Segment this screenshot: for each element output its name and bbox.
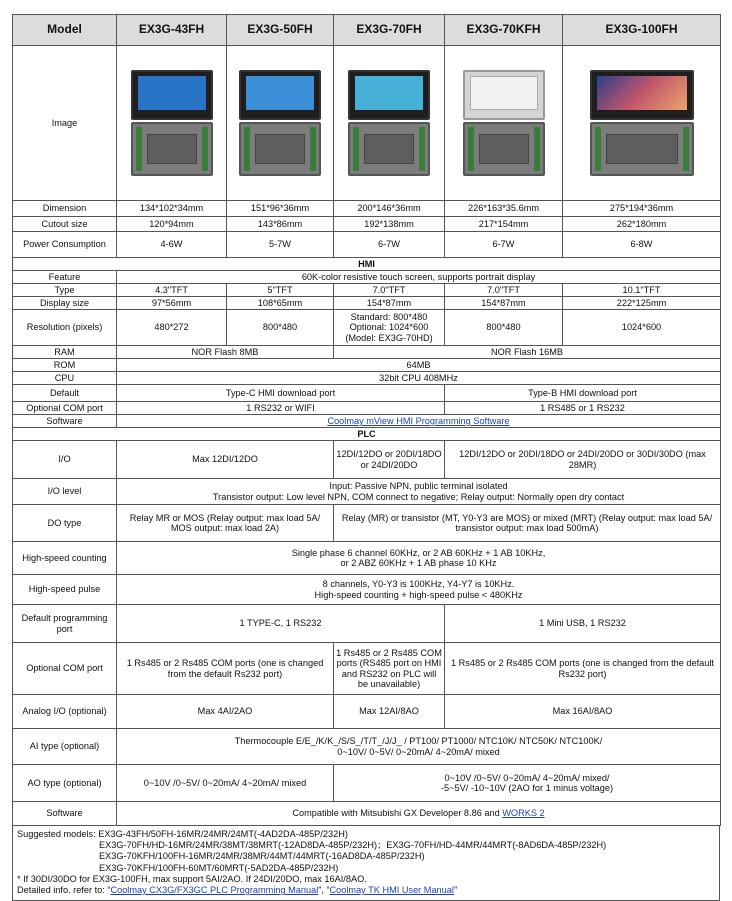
software-label: Software — [13, 802, 117, 826]
type-value: 7.0"TFT — [334, 284, 445, 297]
feature-label: Feature — [13, 271, 117, 284]
hmi-front-photo — [131, 70, 213, 120]
header-row — [13, 15, 721, 46]
hmi-section-row — [13, 258, 721, 271]
footnote-line: * If 30DI/30DO for EX3G-100FH, max support 5AI/2AO. If 24DI/20DO, max 16AI/8AO. — [17, 873, 367, 884]
ram-row — [13, 346, 721, 359]
optional-com-value-right: 1 RS485 or 1 RS232 — [445, 402, 721, 415]
power-value: 4-6W — [117, 232, 227, 258]
hmi-manual-link[interactable]: Coolmay TK HMI User Manual — [329, 885, 454, 896]
model-col-5: EX3G-100FH — [563, 15, 721, 46]
power-value: 6-7W — [334, 232, 445, 258]
dimension-value: 134*102*34mm — [117, 201, 227, 217]
display-size-value: 97*56mm — [117, 297, 227, 310]
dimension-value: 226*163*35.6mm — [445, 201, 563, 217]
hmi-front-photo — [348, 70, 430, 120]
product-image-5 — [563, 46, 721, 201]
dimension-label: Dimension — [13, 201, 117, 217]
cutout-value: 120*94mm — [117, 217, 227, 232]
software-label: Software — [13, 415, 117, 428]
type-row — [13, 284, 721, 297]
default-port-label: Default programming port — [13, 605, 117, 643]
cutout-value: 262*180mm — [563, 217, 721, 232]
resolution-value: 800*480 — [227, 310, 334, 346]
optional-com-value-left: 1 RS232 or WIFI — [117, 402, 445, 415]
product-image-3 — [334, 46, 445, 201]
optional-com-plc-row — [13, 643, 721, 695]
ao-type-label: AO type (optional) — [13, 765, 117, 802]
display-size-value: 154*87mm — [445, 297, 563, 310]
rom-row — [13, 359, 721, 372]
dimension-row — [13, 201, 721, 217]
optional-com-plc-value-left: 1 Rs485 or 2 Rs485 COM ports (one is changed from the default Rs232 port) — [117, 643, 334, 695]
software-hmi-row — [13, 415, 721, 428]
io-row — [13, 441, 721, 479]
hs-counting-label: High-speed counting — [13, 542, 117, 575]
dimension-value: 200*146*36mm — [334, 201, 445, 217]
hmi-front-photo — [463, 70, 545, 120]
ao-type-line-1: 0~10V /0~5V/ 0~20mA/ 4~20mA/ mixed/ — [444, 772, 610, 783]
image-row — [13, 46, 721, 201]
hs-counting-line-2: or 2 ABZ 60KHz + 1 AB phase 10 KHz — [340, 558, 497, 568]
rom-label: ROM — [13, 359, 117, 372]
display-size-label: Display size — [13, 297, 117, 310]
dimension-value: 275*194*36mm — [563, 201, 721, 217]
suggested-models-line: Suggested models: EX3G-43FH/50FH-16MR/24MR/24MT(-4AD2DA-485P/232H) — [17, 829, 348, 839]
analog-io-value-right: Max 16AI/8AO — [445, 695, 721, 729]
optional-com-hmi-row — [13, 402, 721, 415]
display-size-value: 108*65mm — [227, 297, 334, 310]
spec-sheet — [12, 14, 720, 901]
default-port-row — [13, 605, 721, 643]
hs-pulse-row — [13, 575, 721, 605]
do-type-row — [13, 505, 721, 542]
model-col-3: EX3G-70FH — [334, 15, 445, 46]
hmi-back-photo — [348, 122, 430, 176]
model-col-4: EX3G-70KFH — [445, 15, 563, 46]
ram-value-right: NOR Flash 16MB — [334, 346, 721, 359]
ai-type-row — [13, 729, 721, 765]
product-image-1 — [117, 46, 227, 201]
ao-type-value-left: 0~10V /0~5V/ 0~20mA/ 4~20mA/ mixed — [117, 765, 334, 802]
type-value: 10.1"TFT — [563, 284, 721, 297]
ram-value-left: NOR Flash 8MB — [117, 346, 334, 359]
suggested-models-line: EX3G-70KFH/100FH-60MT/60MRT(-5AD2DA-485P/232H) — [99, 862, 339, 873]
default-value-left: Type-C HMI download port — [117, 385, 445, 402]
display-size-row — [13, 297, 721, 310]
hmi-back-photo — [463, 122, 545, 176]
power-label: Power Consumption — [13, 232, 117, 258]
ai-type-label: AI type (optional) — [13, 729, 117, 765]
ai-type-line-1: Thermocouple E/E_/K/K_/S/S_/T/T_/J/J_ / PT100/ PT1000/ NTC10K/ NTC50K/ NTC100K/ — [234, 736, 603, 747]
manual-prefix: Detailed info. refer to: “ — [17, 885, 111, 896]
manual-separator: ”, “ — [318, 885, 330, 896]
works2-link[interactable]: WORKS 2 — [502, 808, 545, 819]
ao-type-row — [13, 765, 721, 802]
suggested-models-line: EX3G-70KFH/100FH-16MR/24MR/38MR/44MT/44MRT(-16AD8DA-485P/232H) — [99, 851, 425, 862]
product-image-2 — [227, 46, 334, 201]
spec-table — [12, 14, 721, 826]
hmi-back-photo — [131, 122, 213, 176]
io-value-right: 12DI/12DO or 20DI/18DO or 24DI/20DO or 30DI/30DO (max 28MR) — [445, 441, 721, 479]
type-value: 7.0"TFT — [445, 284, 563, 297]
power-value: 6-7W — [445, 232, 563, 258]
type-value: 4.3"TFT — [117, 284, 227, 297]
hmi-section-title: HMI — [13, 258, 721, 271]
power-value: 6-8W — [563, 232, 721, 258]
product-image-4 — [445, 46, 563, 201]
software-plc-text: Compatible with Mitsubishi GX Developer 8.86 and — [292, 808, 503, 819]
hmi-front-photo — [590, 70, 694, 120]
default-value-right: Type-B HMI download port — [445, 385, 721, 402]
io-level-row — [13, 479, 721, 505]
optional-com-plc-value-right: 1 Rs485 or 2 Rs485 COM ports (one is changed from the default Rs232 port) — [445, 643, 721, 695]
type-label: Type — [13, 284, 117, 297]
io-value-mid: 12DI/12DO or 20DI/18DO or 24DI/20DO — [334, 441, 445, 479]
resolution-row — [13, 310, 721, 346]
ao-type-line-2: -5~5V/ -10~10V (2AO for 1 minus voltage) — [440, 783, 614, 793]
analog-io-value-left: Max 4AI/2AO — [117, 695, 334, 729]
ai-type-line-2: 0~10V/ 0~5V/ 0~20mA/ 4~20mA/ mixed — [337, 746, 500, 757]
optional-com-label: Optional COM port — [13, 643, 117, 695]
display-size-value: 154*87mm — [334, 297, 445, 310]
default-port-value-left: 1 TYPE-C, 1 RS232 — [117, 605, 445, 643]
suggested-models-line: EX3G-70FH/HD-16MR/24MR/38MT/38MRT(-12AD8DA-485P/232H)；EX3G-70FH/HD-44MR/44MRT(-8AD6DA-485P/232H) — [99, 840, 607, 851]
cutout-value: 192*138mm — [334, 217, 445, 232]
do-type-value-right: Relay (MR) or transistor (MT, Y0-Y3 are MOS) or mixed (MRT) (Relay output: max load 5A/ transistor output: max load 500mA) — [334, 505, 721, 542]
optional-com-label: Optional COM port — [13, 402, 117, 415]
manual-reference-line — [17, 885, 715, 896]
io-value-left: Max 12DI/12DO — [117, 441, 334, 479]
optional-com-plc-value-mid: 1 Rs485 or 2 Rs485 COM ports (RS485 port on HMI and RS232 on PLC will be unavailable) — [334, 643, 445, 695]
cpu-label: CPU — [13, 372, 117, 385]
plc-manual-link[interactable]: Coolmay CX3G/FX3GC PLC Programming Manual — [110, 885, 319, 896]
do-type-value-left: Relay MR or MOS (Relay output: max load 5A/ MOS output: max load 2A) — [117, 505, 334, 542]
resolution-label: Resolution (pixels) — [13, 310, 117, 346]
resolution-value: Standard: 800*480 Optional: 1024*600 (Model: EX3G-70HD) — [334, 310, 445, 346]
hmi-back-photo — [239, 122, 321, 176]
cutout-row — [13, 217, 721, 232]
hs-pulse-label: High-speed pulse — [13, 575, 117, 605]
display-size-value: 222*125mm — [563, 297, 721, 310]
manual-suffix: ” — [453, 885, 457, 896]
hmi-back-photo — [590, 122, 694, 176]
model-col-2: EX3G-50FH — [227, 15, 334, 46]
analog-io-value-mid: Max 12AI/8AO — [334, 695, 445, 729]
hs-pulse-line-1: 8 channels, Y0-Y3 is 100KHz, Y4-Y7 is 10KHz. — [322, 579, 515, 590]
hmi-front-photo — [239, 70, 321, 120]
default-label: Default — [13, 385, 117, 402]
resolution-value: 1024*600 — [563, 310, 721, 346]
io-level-line-1: Input: Passive NPN, public terminal isolated — [329, 481, 508, 492]
io-label: I/O — [13, 441, 117, 479]
image-label: Image — [13, 46, 117, 201]
plc-section-row — [13, 428, 721, 441]
power-row — [13, 232, 721, 258]
cutout-value: 143*86mm — [227, 217, 334, 232]
model-header: Model — [13, 15, 117, 46]
dimension-value: 151*96*36mm — [227, 201, 334, 217]
cpu-value: 32bit CPU 408MHz — [117, 372, 721, 385]
io-level-label: I/O level — [13, 479, 117, 505]
model-col-1: EX3G-43FH — [117, 15, 227, 46]
do-type-label: DO type — [13, 505, 117, 542]
cutout-label: Cutout size — [13, 217, 117, 232]
mview-software-link[interactable]: Coolmay mView HMI Programming Software — [327, 415, 510, 426]
io-level-line-2: Transistor output: Low level NPN, COM connect to negative; Relay output: Normally open dry contact — [212, 491, 625, 502]
software-plc-row — [13, 802, 721, 826]
resolution-value: 800*480 — [445, 310, 563, 346]
plc-section-title: PLC — [13, 428, 721, 441]
cutout-value: 217*154mm — [445, 217, 563, 232]
ram-label: RAM — [13, 346, 117, 359]
hs-counting-row — [13, 542, 721, 575]
analog-io-label: Analog I/O (optional) — [13, 695, 117, 729]
analog-io-row — [13, 695, 721, 729]
rom-value: 64MB — [117, 359, 721, 372]
default-port-value-right: 1 Mini USB, 1 RS232 — [445, 605, 721, 643]
resolution-value: 480*272 — [117, 310, 227, 346]
feature-row — [13, 271, 721, 284]
hs-pulse-line-2: High-speed counting + high-speed pulse < 480KHz — [314, 589, 523, 600]
type-value: 5"TFT — [227, 284, 334, 297]
cpu-row — [13, 372, 721, 385]
feature-value: 60K-color resistive touch screen, supports portrait display — [117, 271, 721, 284]
notes-block — [12, 826, 720, 901]
power-value: 5-7W — [227, 232, 334, 258]
hs-counting-line-1: Single phase 6 channel 60KHz, or 2 AB 60KHz + 1 AB 10KHz, — [291, 547, 546, 558]
default-row — [13, 385, 721, 402]
